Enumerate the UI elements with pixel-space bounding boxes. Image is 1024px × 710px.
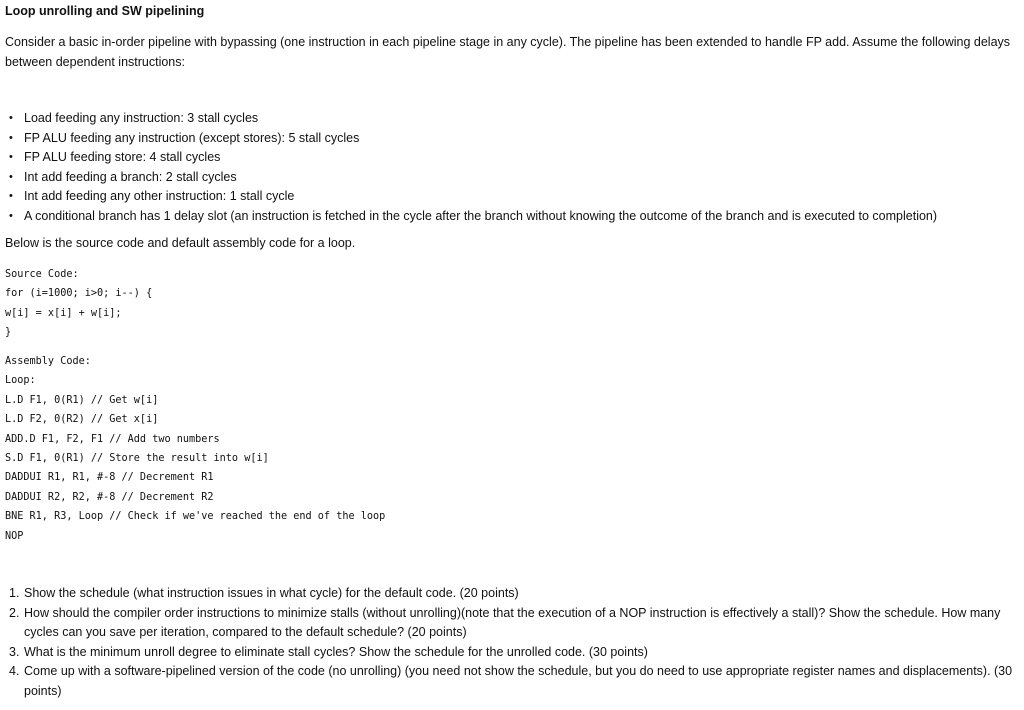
question-list	[0, 584, 1020, 701]
code-line: BNE R1, R3, Loop // Check if we've reached the end of the loop	[5, 511, 386, 523]
code-line: for (i=1000; i>0; i--) {	[5, 288, 153, 300]
question-item	[0, 604, 1020, 643]
question-text: Come up with a software-pipelined version of the code (no unrolling) (you need not show the schedule, but you do need to use appropriate register names and displacements). (30 points)	[24, 664, 1013, 698]
delay-item: • FP ALU feeding any instruction (except stores): 5 stall cycles	[0, 129, 937, 149]
code-line: w[i] = x[i] + w[i];	[5, 307, 122, 319]
question-text: What is the minimum unroll degree to eliminate stall cycles? Show the schedule for the unrolled code. (30 points)	[24, 644, 648, 659]
question-number: 1.	[9, 586, 20, 600]
question-item	[0, 643, 1020, 663]
question-number: 3.	[9, 644, 20, 659]
intro-paragraph: Consider a basic in-order pipeline with bypassing (one instruction in each pipeline stage in any cycle). The pipeline has been extended to handle FP add. Assume the following delays between dependent instructions:	[5, 35, 1011, 69]
code-line: }	[5, 327, 12, 339]
question-text: Show the schedule (what instruction issues in what cycle) for the default code. (20 points)	[24, 586, 519, 600]
source-code-block	[5, 265, 152, 343]
code-line: Loop:	[5, 375, 36, 387]
document-title: Loop unrolling and SW pipelining	[5, 4, 205, 18]
question-item	[0, 584, 1020, 604]
delay-item: • Int add feeding a branch: 2 stall cycles	[0, 168, 937, 188]
code-line: DADDUI R1, R1, #-8 // Decrement R1	[5, 472, 214, 484]
code-line: DADDUI R2, R2, #-8 // Decrement R2	[5, 491, 214, 503]
question-number: 2.	[9, 605, 20, 620]
delay-item: • FP ALU feeding store: 4 stall cycles	[0, 148, 937, 168]
source-code-label: Source Code:	[5, 269, 79, 280]
question-item	[0, 662, 1020, 701]
delay-item: • A conditional branch has 1 delay slot (an instruction is fetched in the cycle after the branch without knowing the outcome of the branch and is executed to completion)	[0, 207, 937, 227]
assembly-code-label: Assembly Code:	[5, 356, 91, 367]
delay-list	[0, 109, 937, 226]
delay-item: • Load feeding any instruction: 3 stall cycles	[0, 109, 937, 129]
assembly-code-block	[5, 352, 385, 546]
code-line: L.D F2, 0(R2) // Get x[i]	[5, 414, 159, 426]
code-line: ADD.D F1, F2, F1 // Add two numbers	[5, 433, 220, 445]
delay-item: • Int add feeding any other instruction: 1 stall cycle	[0, 187, 937, 207]
question-text: How should the compiler order instructions to minimize stalls (without unrolling)(note that the execution of a NOP instruction is effectively a stall)? Show the schedule. How many cycles can you save per iteration, compared to the default schedule? (20 points)	[24, 605, 1001, 639]
code-line: NOP	[5, 530, 24, 542]
code-line: S.D F1, 0(R1) // Store the result into w[i]	[5, 452, 269, 464]
code-line: L.D F1, 0(R1) // Get w[i]	[5, 394, 159, 406]
question-number: 4.	[9, 664, 20, 678]
code-intro-text: Below is the source code and default assembly code for a loop.	[5, 236, 356, 250]
